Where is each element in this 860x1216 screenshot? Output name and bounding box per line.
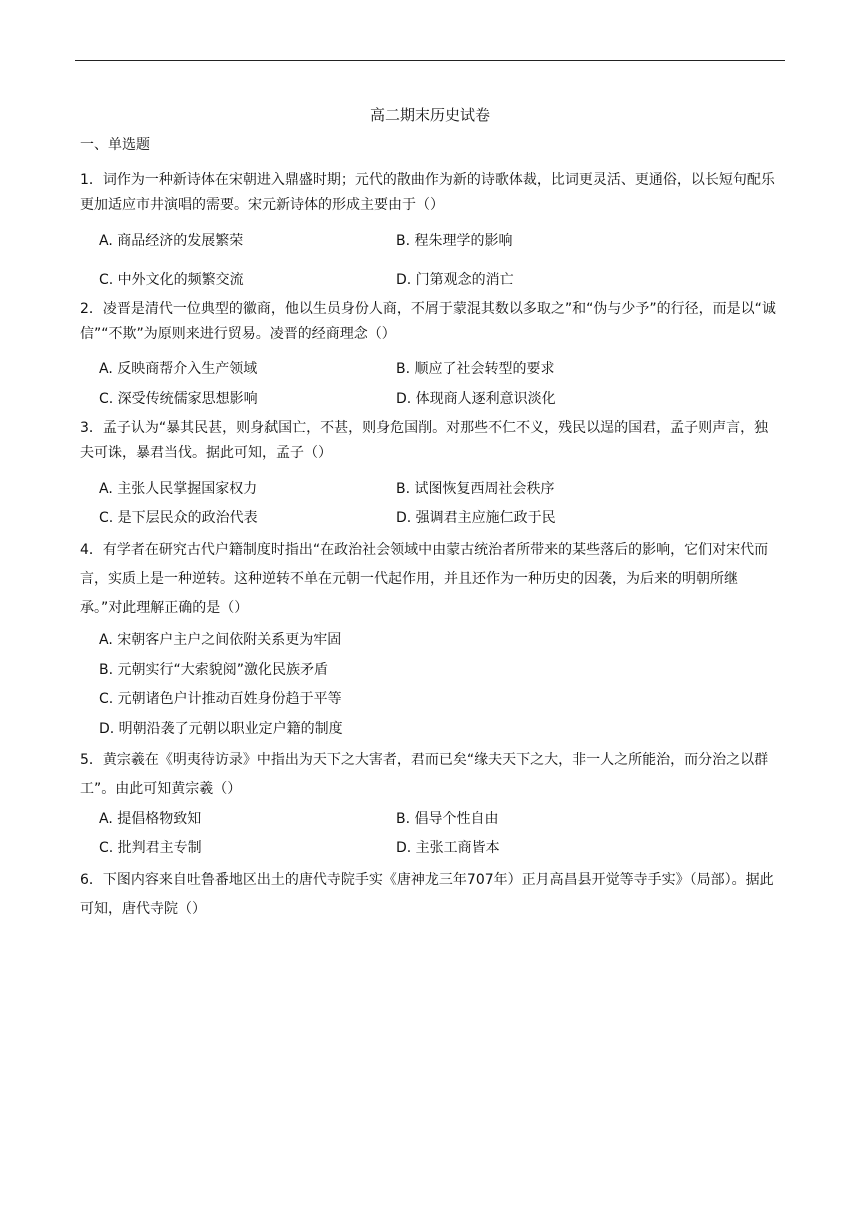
- question-5: [80, 746, 780, 804]
- header-rule: [75, 60, 785, 61]
- option-d[interactable]: D. 门第观念的消亡: [396, 272, 514, 288]
- option-b[interactable]: B. 试图恢复西周社会秩序: [396, 481, 555, 497]
- exam-title: 高二期末历史试卷: [369, 106, 490, 124]
- option-c[interactable]: C. 批判君主专制: [99, 840, 202, 856]
- option-b[interactable]: B. 元朝实行“大索貌阅”激化民族矛盾: [99, 662, 329, 678]
- option-a[interactable]: A. 宋朝客户主户之间依附关系更为牢固: [99, 632, 342, 648]
- question-stem: 5．黄宗羲在《明夷待访录》中指出为天下之大害者，君而已矣“缘夫天下之大，非一人之所能治，而分治之以群工”。由此可知黄宗羲（）: [80, 752, 769, 797]
- question-stem: 2．凌晋是清代一位典型的徽商，他以生员身份人商，不屑于蒙混其数以多取之”和“伪与少予”的行径，而是以“诚信”“不欺”为原则来进行贸易。凌晋的经商理念（）: [80, 301, 776, 342]
- question-3: [80, 416, 780, 466]
- question-stem: 1．词作为一种新诗体在宋朝进入鼎盛时期；元代的散曲作为新的诗歌体裁，比词更灵活、更通俗，以长短句配乐更加适应市井演唱的需要。宋元新诗体的形成主要由于（）: [80, 172, 775, 213]
- option-d[interactable]: D. 体现商人逐利意识淡化: [396, 391, 556, 407]
- question-stem: 4．有学者在研究古代户籍制度时指出“在政治社会领域中由蒙古统治者所带来的某些落后的影响，它们对宋代而言，实质上是一种逆转。这种逆转不单在元朝一代起作用，并且还作为一种历史的因袭，为后来的明朝所继承。”对此理解正确的是（）: [80, 542, 769, 616]
- question-stem: 3．孟子认为“暴其民甚，则身弑国亡，不甚，则身危国削。对那些不仁不义，残民以逞的国君，孟子则声言，独夫可诛，暴君当伐。据此可知，孟子（）: [80, 420, 769, 461]
- section-heading: 一、单选题: [80, 137, 150, 153]
- question-stem: 6．下图内容来自吐鲁番地区出土的唐代寺院手实《唐神龙三年707年）正月高昌县开觉等寺手实》（局部）。据此可知，唐代寺院（）: [80, 872, 774, 917]
- option-b[interactable]: B. 倡导个性自由: [396, 811, 499, 827]
- question-6: [80, 866, 780, 924]
- option-b[interactable]: B. 程朱理学的影响: [396, 233, 513, 249]
- question-1: [80, 168, 780, 218]
- option-c[interactable]: C. 是下层民众的政治代表: [99, 510, 258, 526]
- option-d[interactable]: D. 强调君主应施仁政于民: [396, 510, 556, 526]
- option-b[interactable]: B. 顺应了社会转型的要求: [396, 361, 555, 377]
- option-c[interactable]: C. 中外文化的频繁交流: [99, 272, 244, 288]
- option-a[interactable]: A. 商品经济的发展繁荣: [99, 233, 244, 249]
- option-d[interactable]: D. 明朝沿袭了元朝以职业定户籍的制度: [99, 721, 343, 737]
- option-a[interactable]: A. 反映商帮介入生产领域: [99, 361, 258, 377]
- option-c[interactable]: C. 深受传统儒家思想影响: [99, 391, 258, 407]
- option-a[interactable]: A. 提倡格物致知: [99, 811, 202, 827]
- option-c[interactable]: C. 元朝诸色户计推动百姓身份趋于平等: [99, 691, 342, 707]
- option-d[interactable]: D. 主张工商皆本: [396, 840, 500, 856]
- question-2: [80, 297, 780, 347]
- option-a[interactable]: A. 主张人民掌握国家权力: [99, 481, 258, 497]
- question-4: [80, 536, 780, 623]
